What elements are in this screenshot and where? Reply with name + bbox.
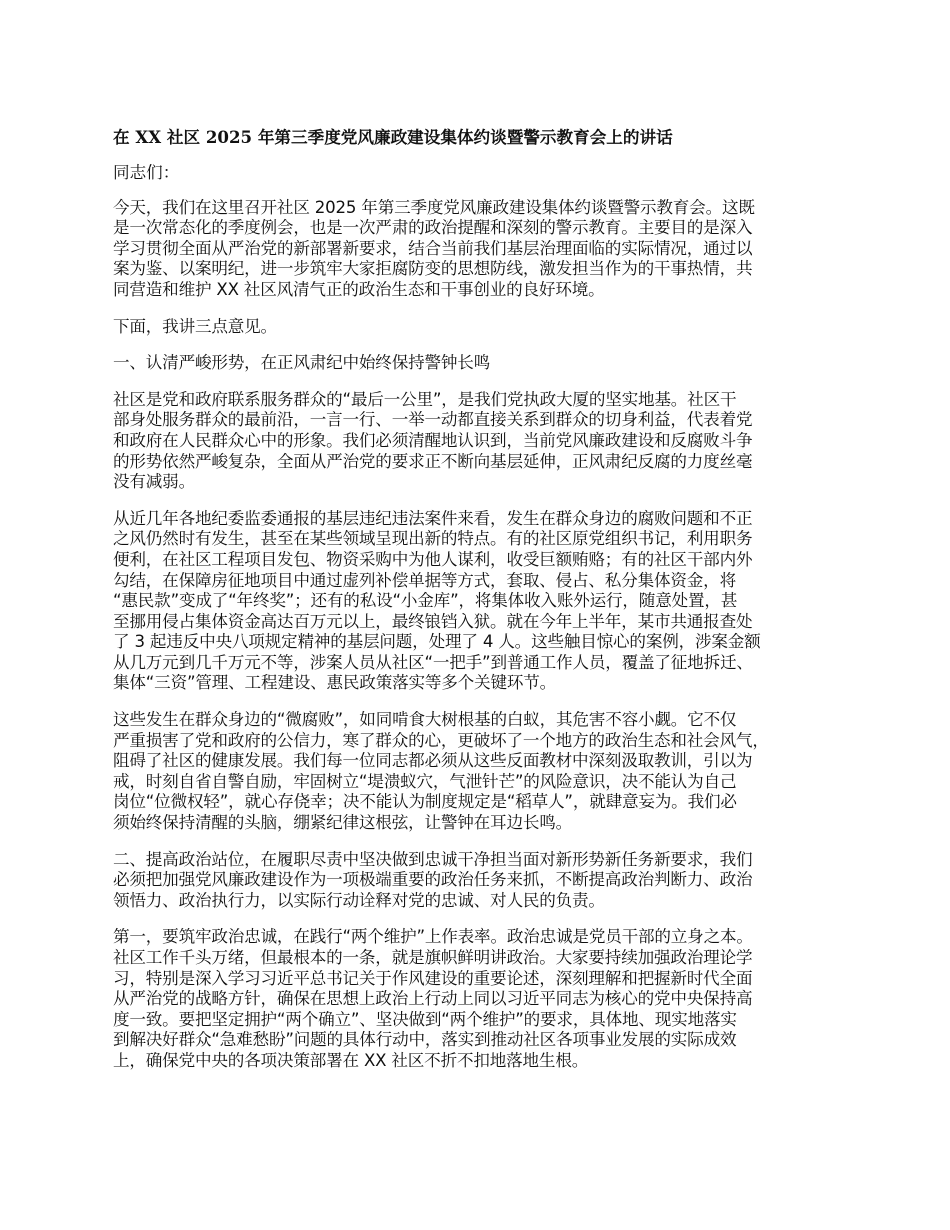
document-body bbox=[113, 198, 843, 1072]
paragraph-line: 须始终保持清醒的头脑，绷紧纪律这根弦，让警钟在耳边长鸣。 bbox=[113, 813, 573, 833]
paragraph bbox=[113, 927, 843, 1071]
paragraph-line: 是一次常态化的季度例会，也是一次严肃的政治提醒和深刻的警示教育。主要目的是深入 bbox=[113, 218, 753, 238]
paragraph-line: 一、认清严峻形势，在正风肃纪中始终保持警钟长鸣 bbox=[113, 353, 491, 373]
paragraph-line: 从几万元到几千万元不等，涉案人员从社区“一把手”到普通工作人员，覆盖了征地拆迁、 bbox=[113, 652, 753, 672]
paragraph-line: 了 3 起违反中央八项规定精神的基层问题，处理了 4 人。这些触目惊心的案例，涉案金额 bbox=[113, 632, 761, 652]
paragraph-line: 度一致。要把坚定拥护“两个确立”、坚决做到“两个维护”的要求，具体地、现实地落实 bbox=[113, 1009, 737, 1029]
paragraph-line: 从近几年各地纪委监委通报的基层违纪违法案件来看，发生在群众身边的腐败问题和不正 bbox=[113, 508, 753, 528]
paragraph bbox=[113, 850, 843, 912]
paragraph-line: 严重损害了党和政府的公信力，寒了群众的心，更破坏了一个地方的政治生态和社会风气， bbox=[113, 730, 769, 750]
paragraph-line: 领悟力、政治执行力，以实际行动诠释对党的忠诚、对人民的负责。 bbox=[113, 890, 605, 910]
paragraph-line: 社区工作千头万绪，但最根本的一条，就是旗帜鲜明讲政治。大家要持续加强政治理论学 bbox=[113, 948, 753, 967]
paragraph-line: 二、提高政治站位，在履职尽责中坚决做到忠诚干净担当面对新形势新任务新要求，我们 bbox=[113, 849, 753, 869]
paragraph-line: 勾结，在保障房征地项目中通过虚列补偿单据等方式，套取、侵占、私分集体资金，将 bbox=[113, 570, 736, 590]
paragraph-line: 的形势依然严峻复杂，全面从严治党的要求正不断向基层延伸，正风肃纪反腐的力度丝毫 bbox=[113, 451, 753, 471]
document-title bbox=[113, 126, 843, 149]
paragraph-line: 下面，我讲三点意见。 bbox=[113, 316, 277, 336]
paragraph bbox=[113, 198, 843, 301]
paragraph-line: 这些发生在群众身边的“微腐败”，如同啃食大树根基的白蚁，其危害不容小觑。它不仅 bbox=[113, 710, 737, 730]
paragraph bbox=[113, 353, 843, 374]
paragraph-line: 部身处服务群众的最前沿，一言一行、一举一动都直接关系到群众的切身利益，代表着党 bbox=[113, 410, 753, 430]
paragraph-line: 和政府在人民群众心中的形象。我们必须清醒地认识到，当前党风廉政建设和反腐败斗争 bbox=[113, 430, 753, 450]
paragraph-line: 案为鉴、以案明纪，进一步筑牢大家拒腐防变的思想防线，激发担当作为的干事热情，共 bbox=[113, 259, 753, 279]
paragraph-line: 上，确保党中央的各项决策部署在 XX 社区不折不扣地落地生根。 bbox=[113, 1050, 589, 1070]
paragraph-line: 至挪用侵占集体资金高达百万元以上，最终锒铛入狱。就在今年上半年，某市共通报查处 bbox=[113, 611, 753, 631]
paragraph bbox=[113, 710, 843, 834]
paragraph-line: 同营造和维护 XX 社区风清气正的政治生态和干事创业的良好环境。 bbox=[113, 279, 605, 299]
document-page bbox=[113, 126, 843, 1088]
paragraph-line: 阻碍了社区的健康发展。我们每一位同志都必须从这些反面教材中深刻汲取教训，引以为 bbox=[113, 751, 753, 771]
document-title-text: 在 XX 社区 2025 年第三季度党风廉政建设集体约谈暨警示教育会上的讲话 bbox=[113, 127, 673, 147]
salutation: 同志们： bbox=[113, 163, 180, 182]
paragraph-line: 到解决好群众“急难愁盼”问题的具体行动中，落实到推动社区各项事业发展的实际成效 bbox=[113, 1030, 737, 1050]
paragraph-line: 戒，时刻自省自警自励，牢固树立“堤溃蚁穴，气泄针芒”的风险意识，决不能认为自己 bbox=[113, 771, 737, 791]
paragraph-line: 岗位“位微权轻”，就心存侥幸；决不能认为制度规定是“稻草人”，就肆意妄为。我们必 bbox=[113, 792, 737, 812]
paragraph-line: 必须把加强党风廉政建设作为一项极端重要的政治任务来抓，不断提高政治判断力、政治 bbox=[113, 870, 753, 890]
paragraph-line: 习，特别是深入学习习近平总书记关于作风建设的重要论述，深刻理解和把握新时代全面 bbox=[113, 968, 753, 988]
paragraph-line: 从严治党的战略方针，确保在思想上政治上行动上同以习近平同志为核心的党中央保持高 bbox=[113, 989, 753, 1009]
paragraph-line: 便利，在社区工程项目发包、物资采购中为他人谋利，收受巨额贿赂；有的社区干部内外 bbox=[113, 549, 753, 569]
paragraph-line: 社区是党和政府联系服务群众的“最后一公里”，是我们党执政大厦的坚实地基。社区干 bbox=[113, 389, 737, 409]
paragraph-line: 之风仍然时有发生，甚至在某些领域呈现出新的特点。有的社区原党组织书记，利用职务 bbox=[113, 529, 753, 549]
paragraph bbox=[113, 317, 843, 338]
paragraph-line: 学习贯彻全面从严治党的新部署新要求，结合当前我们基层治理面临的实际情况，通过以 bbox=[113, 238, 753, 258]
paragraph-line: “惠民款”变成了“年终奖”；还有的私设“小金库”，将集体收入账外运行，随意处置，甚 bbox=[113, 591, 738, 611]
paragraph bbox=[113, 509, 843, 694]
paragraph bbox=[113, 390, 843, 493]
paragraph-line: 没有减弱。 bbox=[113, 472, 195, 492]
paragraph-line: 今天，我们在这里召开社区 2025 年第三季度党风廉政建设集体约谈暨警示教育会。这既 bbox=[113, 197, 755, 217]
paragraph-line: 集体“三资”管理、工程建设、惠民政策落实等多个关键环节。 bbox=[113, 673, 557, 693]
paragraph-line: 第一，要筑牢政治忠诚，在践行“两个维护”上作表率。政治忠诚是党员干部的立身之本。 bbox=[113, 927, 753, 947]
